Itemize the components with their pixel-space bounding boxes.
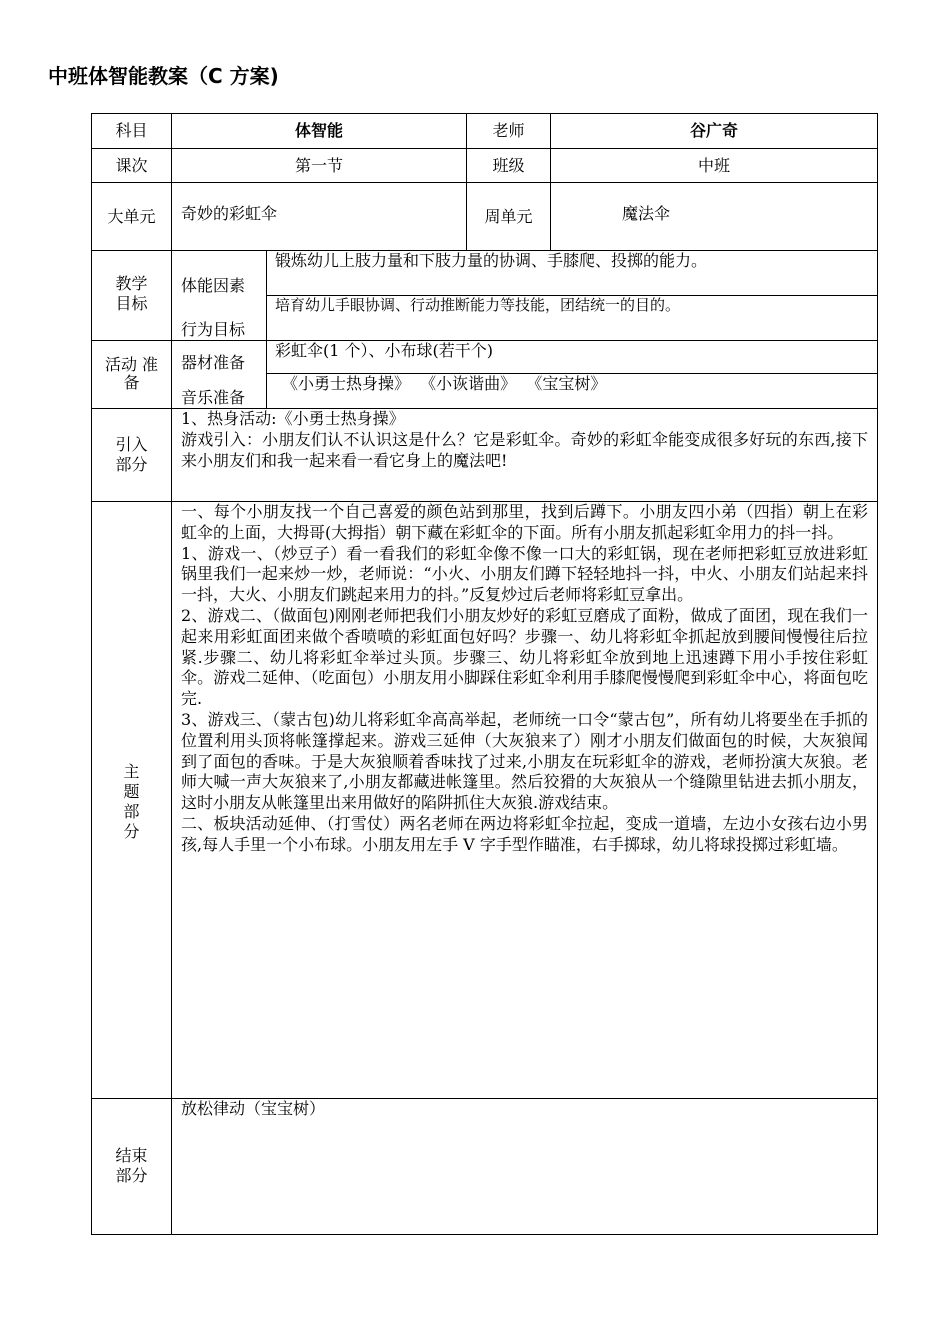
week-unit-label: 周单元 [484, 206, 533, 226]
prep-label-line-2: 备 [123, 373, 140, 392]
fitness-value: 锻炼幼儿上肢力量和下肢力量的协调、手膝爬、投掷的能力。 [275, 251, 708, 270]
lesson-value: 第一节 [294, 155, 343, 175]
teacher-value: 谷广奇 [689, 121, 738, 140]
class-value: 中班 [697, 155, 730, 175]
music-label: 音乐准备 [181, 388, 246, 407]
main-paragraph: 3、游戏三、（蒙古包)幼儿将彩虹伞高高举起，老师统一口令“蒙古包”，所有幼儿将要坐在手抓的位置利用头顶将帐篷撑起来。游戏三延伸（大灰狼来了）刚才小朋友们做面包的时候，大灰狼闻到了面包的香味。于是大灰狼顺着香味找了过来,小朋友在玩彩虹伞的游戏，老师扮演大灰狼。老师大喊一声大灰狼来了,小朋友都藏进帐篷里。然后狡猾的大灰狼从一个缝隙里钻进去抓小朋友，这时小朋友从帐篷里出来用做好的陷阱抓住大灰狼.游戏结束。 [181, 709, 868, 813]
goals-label-line-2: 目标 [115, 294, 148, 313]
fitness-label: 体能因素 [181, 276, 246, 295]
subject-label: 科目 [115, 121, 148, 140]
end-label-line-1: 结束 [115, 1146, 148, 1165]
intro-line: 1、热身活动:《小勇士热身操》 [181, 409, 405, 428]
main-paragraph: 二、板块活动延伸、（打雪仗）两名老师在两边将彩虹伞拉起，变成一道墙，左边小女孩右边小男孩,每人手里一个小布球。小朋友用左手 V 字手型作瞄准，右手掷球，幼儿将球投掷过彩虹墙。 [181, 813, 868, 854]
intro-label-line-2: 部分 [115, 455, 148, 474]
end-label [92, 1146, 171, 1188]
unit-label: 大单元 [107, 206, 156, 226]
main-label-char: 主 [123, 762, 140, 781]
prep-label-line-1: 活动 准 [104, 355, 159, 374]
behavior-value: 培育幼儿手眼协调、行动推断能力等技能，团结统一的目的。 [275, 296, 681, 314]
main-paragraph: 一、每个小朋友找一个自己喜爱的颜色站到那里，找到后蹲下。小朋友四小弟（四指）朝上在彩虹伞的上面，大拇哥(大拇指）朝下藏在彩虹伞的下面。所有小朋友抓起彩虹伞用力的抖一抖。 [181, 502, 868, 542]
goals-label [92, 274, 171, 318]
main-label [92, 762, 171, 846]
intro-content [181, 409, 868, 499]
equipment-label: 器材准备 [181, 353, 246, 372]
end-content: 放松律动（宝宝树） [181, 1099, 326, 1118]
intro-label-line-1: 引入 [115, 435, 148, 454]
prep-label [92, 355, 171, 395]
lesson-label: 课次 [115, 155, 148, 175]
intro-line: 游戏引入：小朋友们认不认识这是什么？它是彩虹伞。奇妙的彩虹伞能变成很多好玩的东西,接下来小朋友们和我一起来看一看它身上的魔法吧! [181, 429, 868, 470]
main-content [181, 502, 868, 1096]
main-paragraph: 2、游戏二、（做面包)刚刚老师把我们小朋友炒好的彩虹豆磨成了面粉，做成了面团，现在我们一起来用彩虹面团来做个香喷喷的彩虹面包好吗？步骤一、幼儿将彩虹伞抓起放到腰间慢慢往后拉紧.步骤二、幼儿将彩虹伞举过头顶。步骤三、幼儿将彩虹伞放到地上迅速蹲下用小手按住彩虹伞。游戏二延伸、（吃面包）小朋友用小脚踩住彩虹伞利用手膝爬慢慢爬到彩虹伞中心，将面包吃完. [181, 605, 868, 709]
unit-value: 奇妙的彩虹伞 [181, 204, 278, 223]
behavior-label: 行为目标 [181, 320, 246, 339]
main-label-char: 分 [123, 822, 140, 841]
music-value: 《小勇士热身操》 《小诙谐曲》 《宝宝树》 [282, 374, 607, 393]
week-unit-value: 魔法伞 [622, 204, 671, 223]
intro-label [92, 435, 171, 477]
end-label-line-2: 部分 [115, 1166, 148, 1185]
goals-label-line-1: 教学 [115, 274, 148, 293]
teacher-label: 老师 [492, 121, 525, 140]
main-paragraph: 1、游戏一、（炒豆子）看一看我们的彩虹伞像不像一口大的彩虹锅，现在老师把彩虹豆放进彩虹锅里我们一起来炒一炒，老师说：“小火、小朋友们蹲下轻轻地抖一抖，中火、小朋友们站起来抖一抖，大火、小朋友们跳起来用力的抖。”反复炒过后老师将彩虹豆拿出。 [181, 543, 868, 605]
main-label-char: 题 [123, 782, 140, 801]
equipment-value: 彩虹伞(1 个）、小布球(若干个) [275, 341, 493, 360]
subject-value: 体智能 [294, 121, 343, 140]
document-title: 中班体智能教案（C 方案) [48, 64, 279, 88]
class-label: 班级 [492, 155, 525, 175]
main-label-char: 部 [123, 802, 140, 821]
